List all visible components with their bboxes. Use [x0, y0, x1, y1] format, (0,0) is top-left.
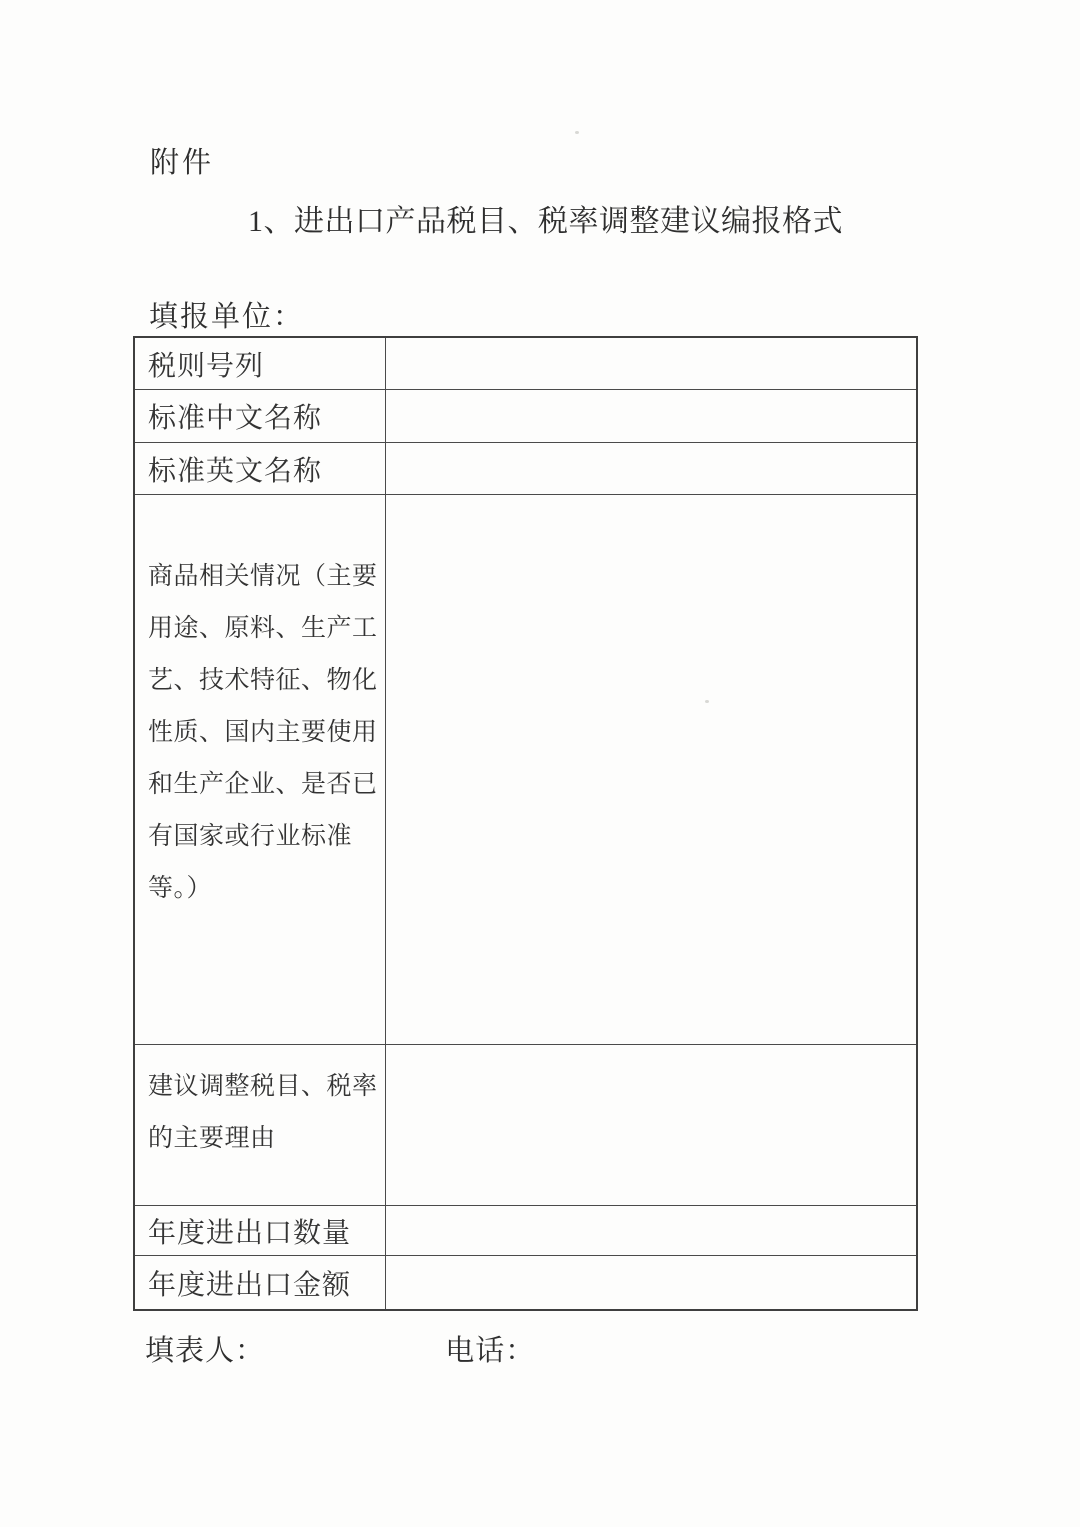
table-row-adjustment-reason [135, 1045, 916, 1206]
tariff-proposal-table [133, 336, 918, 1311]
row-value-cell [386, 495, 916, 1044]
footer-labels [145, 1328, 535, 1369]
row-label: 建议调整税目、税率的主要理由 [135, 1045, 386, 1205]
row-label: 标准中文名称 [135, 390, 386, 442]
row-label: 年度进出口数量 [135, 1206, 386, 1255]
row-label: 税则号列 [135, 338, 386, 389]
scan-speckle [575, 131, 579, 134]
row-label: 标准英文名称 [135, 443, 386, 494]
table-row-tariff-number [135, 338, 916, 390]
row-value-cell [386, 338, 916, 389]
scan-speckle [705, 700, 709, 703]
row-value-cell [386, 443, 916, 494]
row-value-cell [386, 1256, 916, 1309]
phone-label: 电话： [445, 1335, 536, 1367]
table-row-english-name [135, 443, 916, 495]
form-filler-label: 填表人： [145, 1335, 266, 1367]
table-row-product-details [135, 495, 916, 1045]
attachment-label: 附件 [150, 147, 215, 179]
reporting-unit-label: 填报单位： [149, 301, 305, 333]
row-label: 商品相关情况（主要用途、原料、生产工艺、技术特征、物化性质、国内主要使用和生产企业、是否已有国家或行业标准等。） [135, 495, 386, 1044]
table-row-annual-quantity [135, 1206, 916, 1256]
row-value-cell [386, 1206, 916, 1255]
row-value-cell [386, 390, 916, 442]
page-title: 1、进出口产品税目、税率调整建议编报格式 [248, 205, 843, 238]
row-label: 年度进出口金额 [135, 1256, 386, 1309]
table-row-chinese-name [135, 390, 916, 443]
table-row-annual-amount [135, 1256, 916, 1309]
row-value-cell [386, 1045, 916, 1205]
